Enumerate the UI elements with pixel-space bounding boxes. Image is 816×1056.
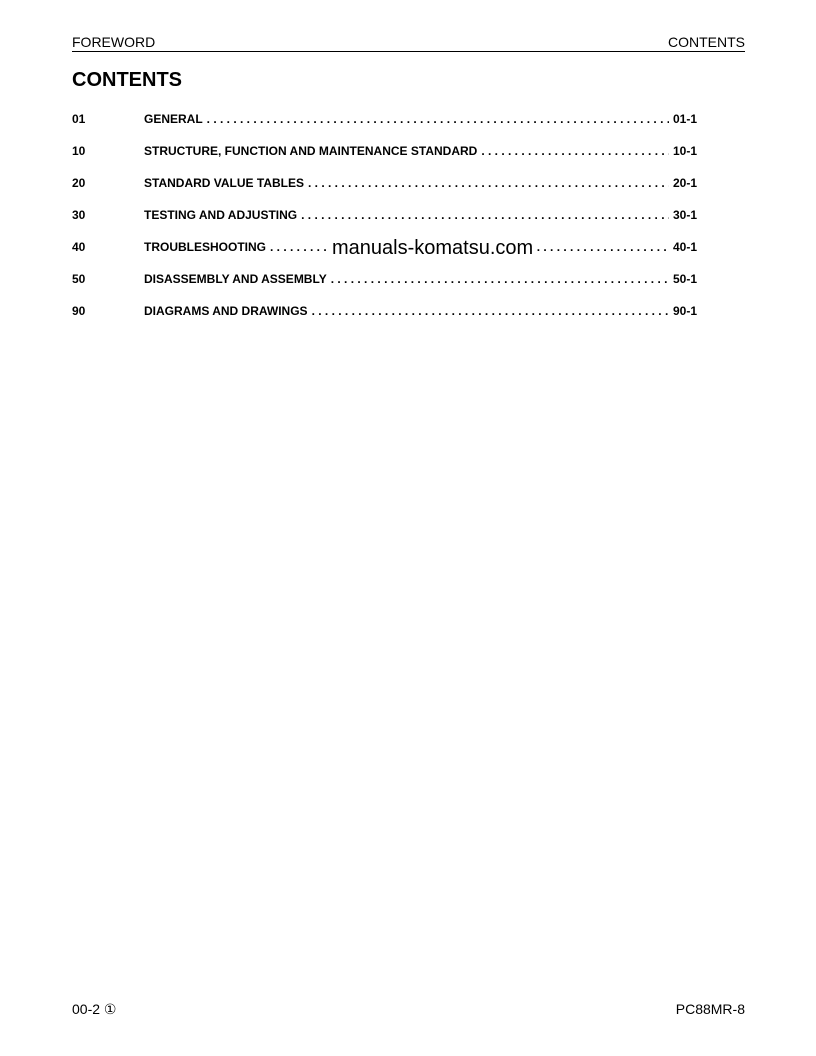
watermark-text: manuals-komatsu.com bbox=[332, 237, 534, 259]
toc-row[interactable] bbox=[72, 270, 697, 302]
toc-section-title[interactable]: STANDARD VALUE TABLES bbox=[144, 176, 304, 190]
toc-section-number: 20 bbox=[72, 176, 86, 190]
toc-dot-leader bbox=[312, 302, 669, 320]
footer-model-number: PC88MR-8 bbox=[675, 1001, 745, 1017]
page-header bbox=[72, 34, 745, 52]
toc-section-number: 30 bbox=[72, 208, 86, 222]
toc-dot-leader bbox=[301, 206, 669, 224]
toc-section-number: 90 bbox=[72, 304, 86, 318]
toc-dot-leader bbox=[308, 174, 669, 192]
header-section-label: FOREWORD bbox=[72, 34, 156, 50]
page-footer bbox=[72, 1000, 745, 1018]
toc-page-number[interactable]: 50-1 bbox=[672, 272, 697, 286]
toc-section-number: 40 bbox=[72, 240, 86, 254]
toc-section-title[interactable]: TESTING AND ADJUSTING bbox=[144, 208, 298, 222]
toc-page-number[interactable]: 01-1 bbox=[672, 112, 697, 126]
toc-page-number[interactable]: 30-1 bbox=[672, 208, 697, 222]
footer-page-number: 00-2 ① bbox=[72, 1001, 117, 1017]
toc-page-number[interactable]: 40-1 bbox=[672, 240, 697, 254]
toc-row[interactable] bbox=[72, 110, 697, 142]
toc-section-number: 10 bbox=[72, 144, 86, 158]
toc-dot-leader bbox=[207, 110, 669, 128]
toc-page-number[interactable]: 20-1 bbox=[672, 176, 697, 190]
header-chapter-label: CONTENTS bbox=[668, 34, 745, 50]
toc-dot-leader bbox=[481, 142, 669, 160]
toc-page-number[interactable]: 10-1 bbox=[672, 144, 697, 158]
toc-row[interactable] bbox=[72, 174, 697, 206]
toc-section-number: 01 bbox=[72, 112, 86, 126]
table-of-contents bbox=[72, 110, 697, 334]
toc-section-title[interactable]: TROUBLESHOOTING bbox=[144, 240, 266, 254]
toc-section-number: 50 bbox=[72, 272, 86, 286]
toc-section-title[interactable]: DIAGRAMS AND DRAWINGS bbox=[144, 304, 308, 318]
toc-row[interactable] bbox=[72, 302, 697, 334]
toc-section-title[interactable]: DISASSEMBLY AND ASSEMBLY bbox=[144, 272, 327, 286]
toc-row[interactable] bbox=[72, 142, 697, 174]
toc-section-title[interactable]: STRUCTURE, FUNCTION AND MAINTENANCE STANDARD bbox=[144, 144, 478, 158]
toc-section-title[interactable]: GENERAL bbox=[144, 112, 203, 126]
toc-dot-leader bbox=[331, 270, 669, 288]
toc-page-number[interactable]: 90-1 bbox=[672, 304, 697, 318]
page-title: CONTENTS bbox=[72, 69, 182, 91]
toc-row[interactable] bbox=[72, 206, 697, 238]
